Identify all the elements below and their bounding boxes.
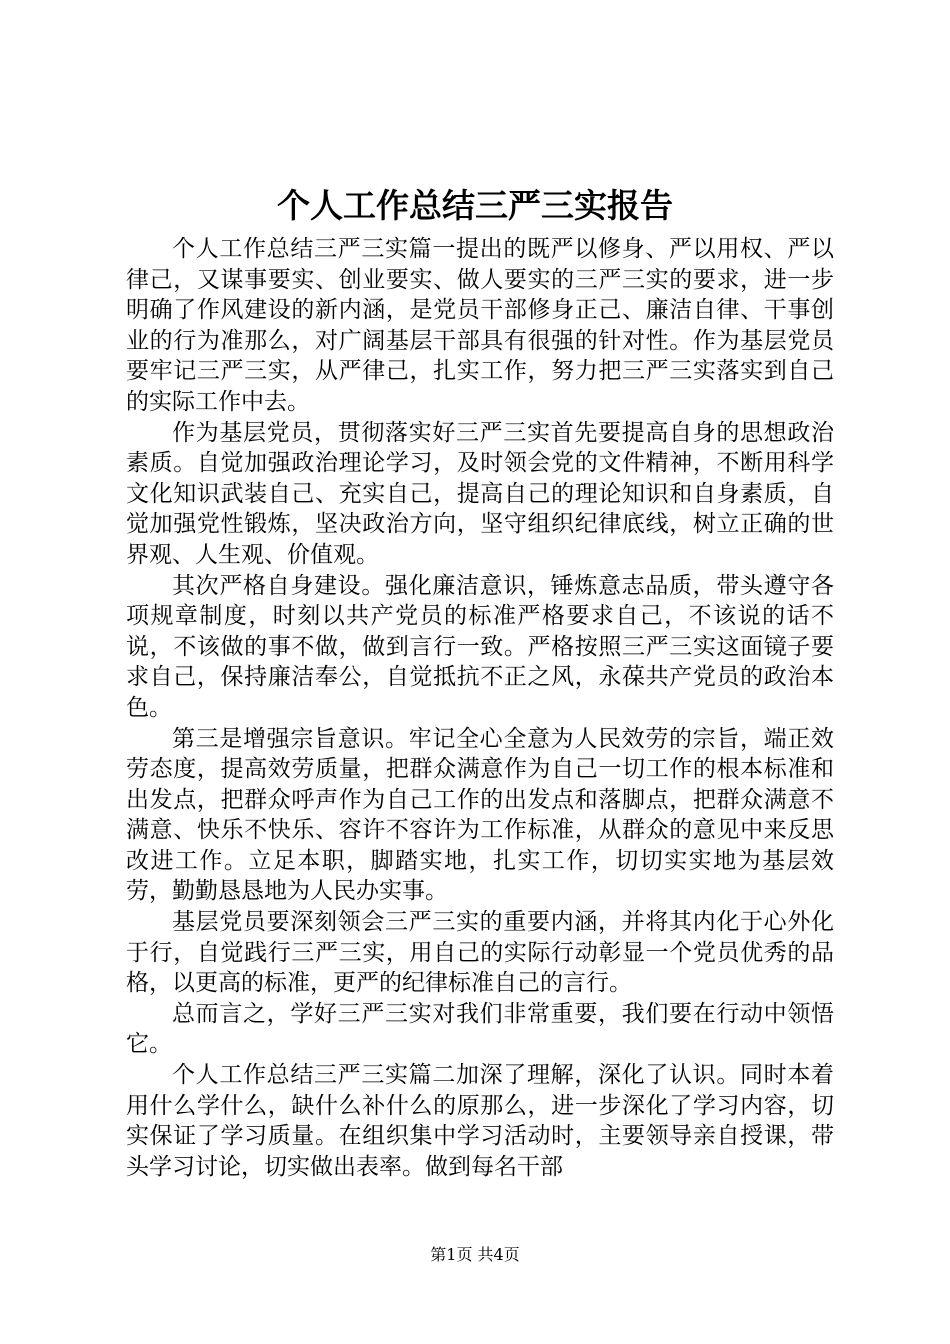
paragraph-7: 个人工作总结三严三实篇二加深了理解，深化了认识。同时本着用什么学什么，缺什么补什么的原那么，进一步深化了学习内容，切实保证了学习质量。在组织集中学习活动时，主要领导亲自授课，带头学习讨论，切实做出表率。做到每名干部: [126, 1062, 834, 1180]
paragraph-2: 作为基层党员，贯彻落实好三严三实首先要提高自身的思想政治素质。自觉加强政治理论学习，及时领会党的文件精神，不断用科学文化知识武装自己、充实自己，提高自己的理论知识和自身素质，自觉加强党性锻炼，坚决政治方向，坚守组织纪律底线，树立正确的世界观、人生观、价值观。: [126, 419, 834, 568]
page-footer: 第1页 共4页: [430, 1245, 520, 1264]
paragraph-6: 总而言之，学好三严三实对我们非常重要，我们要在行动中领悟它。: [126, 1000, 834, 1058]
paragraph-5: 基层党员要深刻领会三严三实的重要内涵，并将其内化于心外化于行，自觉践行三严三实，用自己的实际行动彰显一个党员优秀的品格，以更高的标准，更严的纪律标准自己的言行。: [126, 909, 834, 997]
paragraph-3: 其次严格自身建设。强化廉洁意识，锤炼意志品质，带头遵守各项规章制度，时刻以共产党员的标准严格要求自己，不该说的话不说，不该做的事不做，做到言行一致。严格按照三严三实这面镜子要求自己，保持廉洁奉公，自觉抵抗不正之风，永葆共产党员的政治本色。: [126, 572, 834, 721]
paragraph-1: 个人工作总结三严三实篇一提出的既严以修身、严以用权、严以律己，又谋事要实、创业要实、做人要实的三严三实的要求，进一步明确了作风建设的新内涵，是党员干部修身正己、廉洁自律、干事创业的行为准那么，对广阔基层干部具有很强的针对性。作为基层党员要牢记三严三实，从严律己，扎实工作，努力把三严三实落实到自己的实际工作中去。: [126, 236, 834, 415]
document-title: 个人工作总结三严三实报告: [277, 186, 673, 225]
document-body: [126, 234, 834, 1182]
paragraph-4: 第三是增强宗旨意识。牢记全心全意为人民效劳的宗旨，端正效劳态度，提高效劳质量，把群众满意作为自己一切工作的根本标准和出发点，把群众呼声作为自己工作的出发点和落脚点，把群众满意不满意、快乐不快乐、容许不容许为工作标准，从群众的意见中来反思改进工作。立足本职，脚踏实地，扎实工作，切切实实地为基层效劳，勤勤恳恳地为人民办实事。: [126, 725, 834, 905]
